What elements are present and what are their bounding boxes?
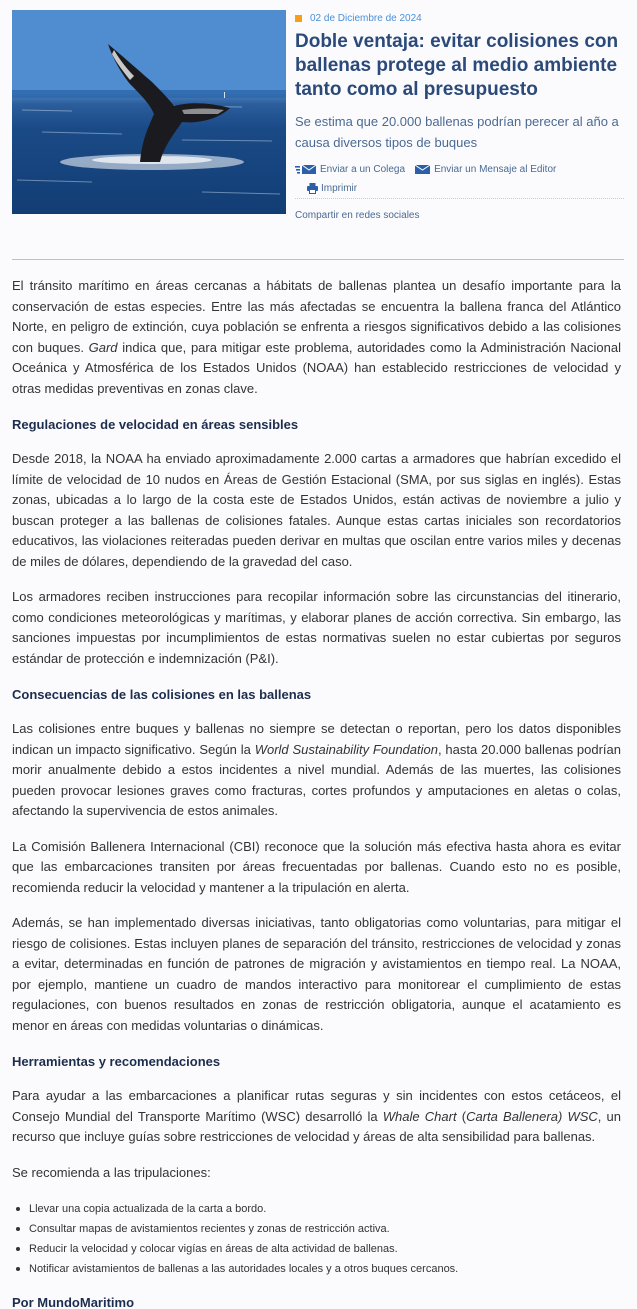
carta-ballenera-mention: Carta Ballenera) WSC [466, 1108, 598, 1124]
date-row [295, 10, 624, 26]
paragraph-4-text-b: , hasta 20.000 ballenas podrían morir anualmente debido a estos incidentes a nivel mundial. Además de las muertes, las colisiones pueden provocar lesiones graves como fracturas, cortes profundos y amputaciones en aletas o colas, afectando la supervivencia de estos animales. [12, 741, 621, 818]
paragraph-1-text-b: indica que, para mitigar este problema, autoridades como la Administración Nacional Oceánica y Atmosférica de los Estados Unidos (NOAA) han establecido restricciones de velocidad y otras medidas preventivas en zonas clave. [12, 339, 621, 396]
paragraph-1 [12, 276, 621, 399]
print-label: Imprimir [321, 183, 358, 194]
paragraph-5: La Comisión Ballenera Internacional (CBI) reconoce que la solución más efectiva hasta ahora es evitar que las embarcaciones transiten por áreas frecuentadas por ballenas. Cuando esto no es posible, recomienda reducir la velocidad y mantener a la tripulación en alerta. [12, 838, 621, 895]
section-heading-speed-regulations: Regulaciones de velocidad en áreas sensibles [12, 417, 299, 432]
send-colleague-icon [295, 164, 317, 175]
paragraph-3: Los armadores reciben instrucciones para recopilar información sobre las circunstancias del itinerario, como condiciones meteorológicas y marítimas, y elaborar planes de acción correctiva. Sin embargo, las sanciones impuestas por incumplimientos de estas normativas suelen no estar cubiertas por seguros estándar de protección e indemnización (P&I). [12, 589, 621, 666]
paragraph-7 [12, 1086, 621, 1148]
article-subtitle: Se estima que 20.000 ballenas podrían perecer al año a causa diversos tipos de buques [295, 114, 619, 150]
section-heading-tools: Herramientas y recomendaciones [12, 1054, 221, 1069]
send-to-colleague-link[interactable] [295, 164, 405, 175]
article-header [12, 10, 624, 226]
list-item: Reducir la velocidad y colocar vigías en áreas de alta actividad de ballenas. [12, 1239, 621, 1259]
article-byline: Por MundoMaritimo [12, 1295, 135, 1309]
section-heading-collision-consequences: Consecuencias de las colisiones en las ballenas [12, 687, 312, 702]
printer-icon [307, 183, 318, 194]
share-social-link[interactable]: Compartir en redes sociales [295, 210, 420, 221]
send-colleague-label: Enviar a un Colega [320, 164, 406, 175]
paragraph-8: Se recomienda a las tripulaciones: [12, 1164, 211, 1180]
article-meta [295, 10, 624, 153]
paragraph-7-text-a: Para ayudar a las embarcaciones a planificar rutas seguras y sin incidentes con estos cetáceos, el Consejo Mundial del Transporte Marítimo (WSC) desarrolló la [12, 1088, 621, 1124]
actions-row-2 [295, 183, 624, 194]
header-divider [12, 259, 624, 260]
send-to-editor-link[interactable] [415, 164, 556, 175]
paragraph-6: Además, se han implementado diversas iniciativas, tanto obligatorias como voluntarias, para mitigar el riesgo de colisiones. Estas incluyen planes de separación del tránsito, restricciones de velocidad y zonas a evitar, determinadas en función de patrones de migración y avistamientos en tiempo real. La NOAA, por ejemplo, mantiene un cuadro de mandos interactivo para monitorear el cumplimiento de estas regulaciones, con buenos resultados en zonas de restricción obligatoria, aunque el acatamiento es menor en áreas con medidas voluntarias o dinámicas. [12, 915, 621, 1033]
whale-tail-illustration [12, 10, 286, 214]
paragraph-7-text-b: ( [456, 1108, 467, 1124]
list-item: Notificar avistamientos de ballenas a las autoridades locales y a otros buques cercanos. [12, 1259, 621, 1279]
gard-mention: Gard [88, 339, 118, 355]
paragraph-4 [12, 719, 621, 822]
date-marker-icon [295, 15, 302, 22]
envelope-icon [415, 164, 431, 175]
paragraph-1-text-a: El tránsito marítimo en áreas cercanas a hábitats de ballenas plantea un desafío importante para la conservación de estas especies. Entre las más afectadas se encuentra la ballena franca del Atlántico Norte, en peligro de extinción, cuya población se enfrenta a riesgos significativos debido a las colisiones con buques. [12, 278, 621, 355]
paragraph-7-text-c: , un recurso que incluye guías sobre restricciones de velocidad y áreas de alta sensibilidad para ballenas. [12, 1108, 622, 1144]
whale-chart-mention: Whale Chart [382, 1108, 457, 1124]
print-link[interactable] [307, 183, 357, 194]
whale-tail-photo [12, 10, 286, 214]
paragraph-4-text-a: Las colisiones entre buques y ballenas no siempre se detectan o reportan, pero los datos disponibles indican un impacto significativo. Según la [12, 721, 621, 757]
recommendations-list [12, 1199, 621, 1279]
list-item: Llevar una copia actualizada de la carta a bordo. [12, 1199, 621, 1219]
actions-divider [295, 198, 624, 199]
wsf-mention: World Sustainability Foundation [254, 741, 438, 757]
send-editor-label: Enviar un Mensaje al Editor [434, 164, 557, 175]
list-item: Consultar mapas de avistamientos recientes y zonas de restricción activa. [12, 1219, 621, 1239]
article-body [12, 276, 621, 1309]
article-actions [295, 163, 624, 221]
paragraph-2: Desde 2018, la NOAA ha enviado aproximadamente 2.000 cartas a armadores que habrían excedido el límite de velocidad de 10 nudos en Áreas de Gestión Estacional (SMA, por sus siglas en inglés). Estas zonas, ubicadas a lo largo de la costa este de Estados Unidos, están activas de noviembre a julio y buscan proteger a las ballenas de colisiones fatales. Aunque estas cartas iniciales son recordatorios educativos, las violaciones reiteradas pueden derivar en multas que oscilan entre varios miles y decenas de miles de dólares, dependiendo de la gravedad del caso. [12, 451, 621, 569]
article-date: 02 de Diciembre de 2024 [310, 12, 422, 24]
article-title: Doble ventaja: evitar colisiones con ballenas protege al medio ambiente tanto como al presupuesto [295, 31, 619, 100]
actions-row [295, 163, 624, 176]
